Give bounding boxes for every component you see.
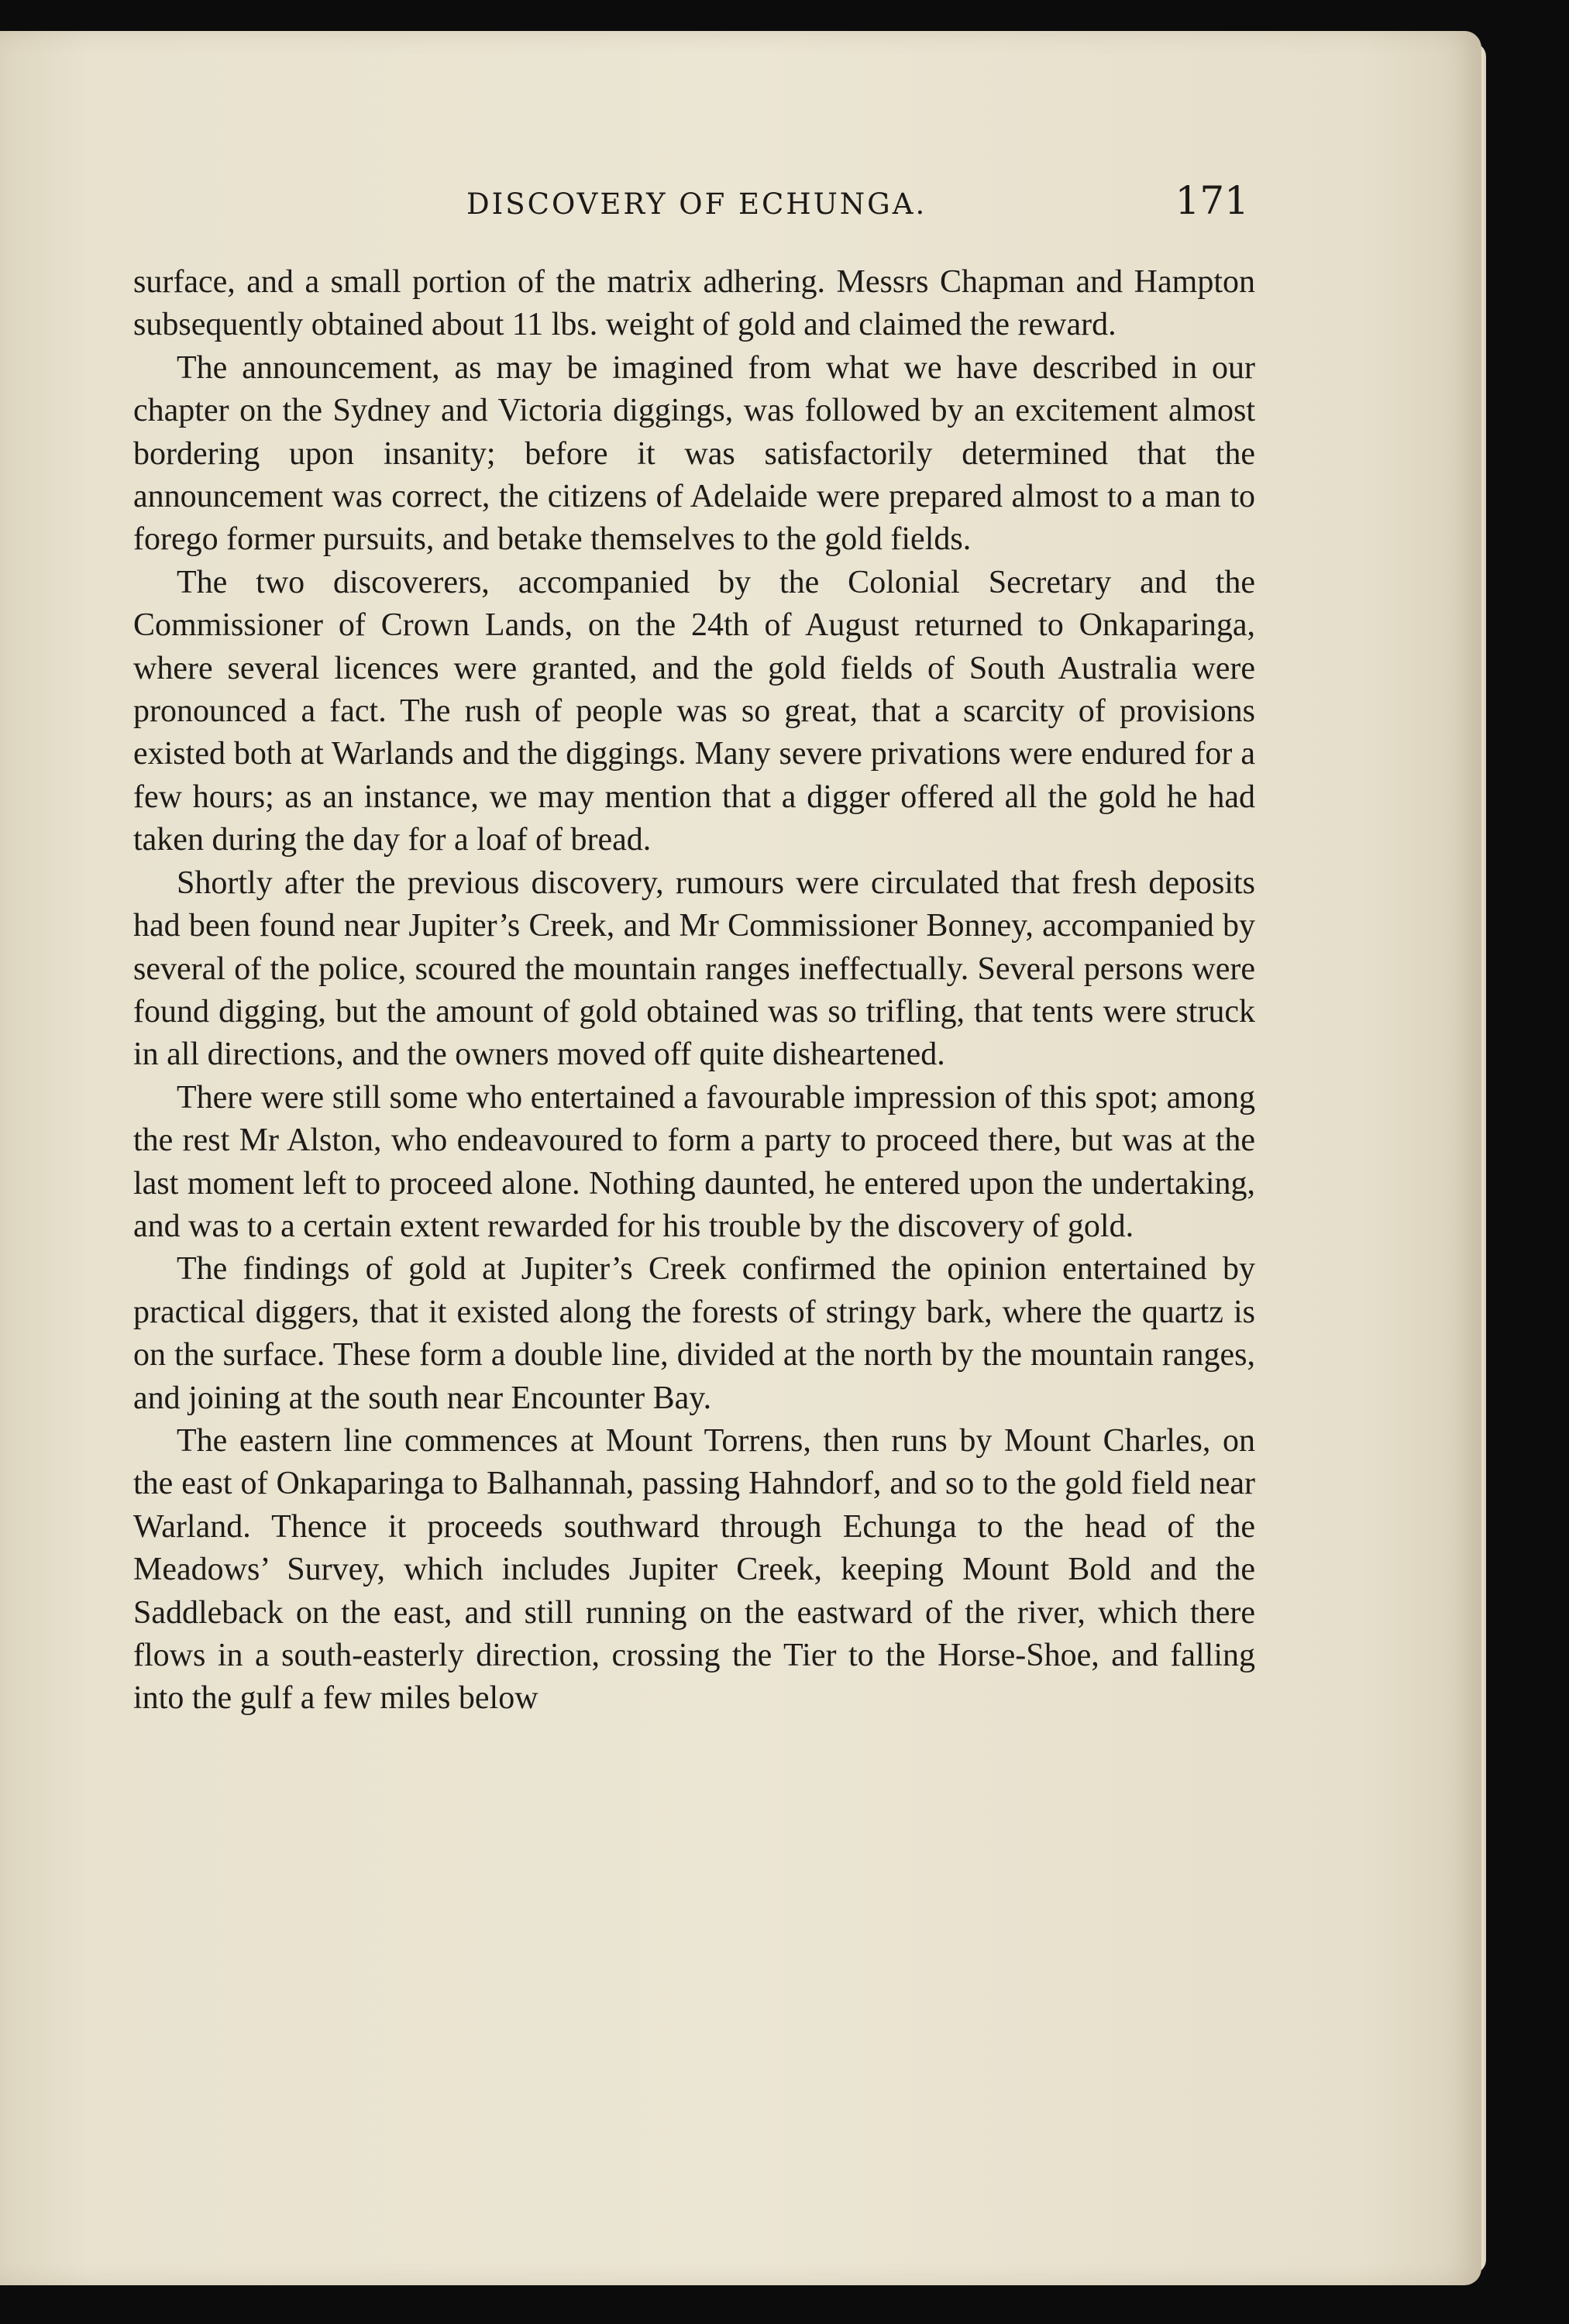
paragraph: The announcement, as may be imagined from what we have described in our chapter on the Sydney and Victoria diggings, was followed by an excitement almost bordering upon insanity; before it was satisfactorily determined that the announcement was correct, the citizens of Adelaide were prepared almost to a man to forego former pursuits, and betake themselves to the gold fields. xyxy=(133,349,1255,558)
body-text xyxy=(133,261,1255,1721)
running-head xyxy=(133,178,1249,240)
page-number: 171 xyxy=(1175,178,1249,223)
paragraph: surface, and a small portion of the matrix adhering. Messrs Chapman and Hampton subsequently obtained about 11 lbs. weight of gold and claimed the reward. xyxy=(133,264,1255,343)
paragraph: The eastern line commences at Mount Torrens, then runs by Mount Charles, on the east of Onkaparinga to Balhannah, passing Hahndorf, and so to the gold field near Warland. Thence it proceeds southward through Echunga to the head of the Meadows’ Survey, which includes Jupiter Creek, keeping Mount Bold and the Saddleback on the east, and still running on the eastward of the river, which there flows in a south-easterly direction, crossing the Tier to the Horse-Shoe, and falling into the gulf a few miles below xyxy=(133,1422,1255,1717)
paragraph: There were still some who entertained a favourable impression of this spot; among the rest Mr Alston, who endeavoured to form a party to proceed there, but was at the last moment left to proceed alone. Nothing daunted, he entered upon the undertaking, and was to a certain extent rewarded for his trouble by the discovery of gold. xyxy=(133,1079,1255,1244)
paragraph: The findings of gold at Jupiter’s Creek confirmed the opinion entertained by practical diggers, that it existed along the forests of stringy bark, where the quartz is on the surface. These form a double line, divided at the north by the mountain ranges, and joining at the south near Encounter Bay. xyxy=(133,1251,1255,1416)
running-title: DISCOVERY OF ECHUNGA. xyxy=(466,187,927,221)
paragraph: Shortly after the previous discovery, rumours were circulated that fresh deposits had been found near Jupiter’s Creek, and Mr Commissioner Bonney, accompanied by several of the police, scoured the mountain ranges ineffectually. Several persons were found digging, but the amount of gold obtained was so trifling, that tents were struck in all directions, and the owners moved off quite disheartened. xyxy=(133,865,1255,1073)
paragraph: The two discoverers, accompanied by the Colonial Secretary and the Commissioner of Crown Lands, on the 24th of August returned to Onkaparinga, where several licences were granted, and the gold fields of South Australia were pronounced a fact. The rush of people was so great, that a scarcity of provisions existed both at Warlands and the diggings. Many severe privations were endured for a few hours; as an instance, we may mention that a digger offered all the gold he had taken during the day for a loaf of bread. xyxy=(133,564,1255,858)
